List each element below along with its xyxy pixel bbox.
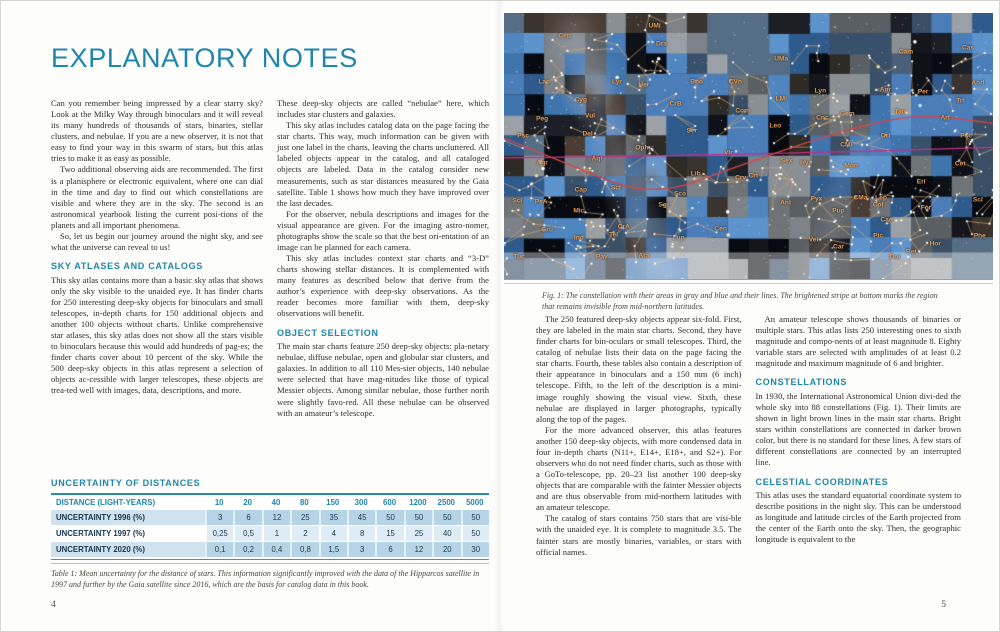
table-row [51, 510, 489, 526]
constellation-label: CrB [669, 100, 682, 108]
column-header: 1200 [404, 493, 432, 510]
value-cell: 0,5 [233, 526, 261, 542]
constellation-label: Psc [960, 132, 972, 140]
constellation-label: Lib [690, 170, 701, 178]
page-title: EXPLANATORY NOTES [51, 43, 358, 73]
column-header: 20 [233, 493, 261, 510]
constellation-label: Lep [875, 194, 887, 202]
body-paragraph: So, let us begin our journey around the night sky, and see what the universe can reveal to us! [51, 230, 263, 253]
constellation-label: CMa [853, 194, 868, 202]
row-label: UNCERTAINTY 2020 (%) [51, 542, 205, 558]
constellation-label: Crt [748, 172, 759, 180]
value-cell: 15 [375, 526, 403, 542]
constellation-label: Ara [638, 252, 650, 260]
section-heading: OBJECT SELECTION [277, 327, 379, 338]
constellation-label: Ari [940, 114, 950, 122]
constellation-label: Ori [880, 132, 891, 140]
constellation-label: Per [917, 88, 929, 96]
table-caption: Table 1: Mean uncertainty for the distance of stars. This information significantly improved with the data of the Hipparcos satellite in 1997 and further by the Gaia satellite since 2016, which are the basis for catalog data in this book. [51, 569, 480, 589]
value-cell: 8 [347, 526, 375, 542]
page-number-left: 4 [51, 600, 56, 610]
constellation-label: Cyg [574, 96, 587, 104]
constellation-label: Ant [780, 199, 792, 207]
value-cell: 0,4 [262, 542, 290, 558]
value-cell: 40 [432, 526, 460, 542]
constellation-label: PsA [534, 198, 548, 206]
star-chart-canvas [504, 13, 993, 279]
body-paragraph: This sky atlas includes context star charts and “3-D” charts showing stellar distances. It is complemented with many features as described below that derive from the author’s experience with deep-sky observations. As the reader becomes more familiar with them, deep-sky observations will benefit. [277, 253, 489, 319]
table-section-title: UNCERTAINTY OF DISTANCES [51, 478, 201, 488]
constellation-label: Scl [512, 197, 523, 205]
value-cell: 45 [347, 510, 375, 526]
right-columns [536, 314, 961, 558]
column-header: DISTANCE (LIGHT-YEARS) [51, 493, 205, 510]
figure [504, 13, 993, 312]
table-end-rule [51, 559, 489, 564]
constellation-label: Del [582, 130, 593, 138]
constellation-label: LMi [775, 95, 787, 103]
body-paragraph: This sky atlas contains more than a basic sky atlas that shows only the sky visible to the unaided eye. It has finder charts for 250 interesting deep-sky objects for binoculars and small telescopes, in-depth charts for 150 additional objects and another 100 objects without charts. Unlike comprehensive star atlases, this sky atlas does not show all the stars visible to binoculars because this would add hundreds of pag-es; the finder charts cover about 10 percent of the sky. While the 500 deep-sky objects in this atlas represent a selection of objects ac-cessible with larger telescopes, these objects are trea-ted well with images, data, descriptions, and more. [51, 274, 263, 396]
column-header: 80 [290, 493, 318, 510]
constellation-label: UMi [648, 22, 661, 30]
constellation-label: Gru [541, 226, 553, 234]
constellation-label: Sex [780, 157, 793, 165]
constellation-label: CVn [728, 78, 742, 86]
value-cell: 1,5 [319, 542, 347, 558]
constellation-label: Cnc [816, 114, 829, 122]
constellation-label: Gem [839, 110, 855, 118]
right-column-2 [756, 314, 962, 558]
star-chart [504, 13, 993, 279]
constellation-label: Crv [735, 174, 747, 182]
constellation-label: Scl [972, 196, 983, 204]
constellation-label: Sct [610, 184, 622, 192]
constellation-label: Peg [536, 115, 549, 123]
constellation-label: Cas [961, 44, 975, 52]
body-paragraph: The main star charts feature 250 deep-sky objects: pla-netary nebulae, diffuse nebulae, open and globular star clusters, and galaxies. In addition to all 110 Mes-sier objects, 140 nebulae were selected that have mag-nitudes like those of typical Messier objects. Among similar nebulae, those further north were slightly favo-red. All these nebulae can be observed with an amateur’s telescope. [277, 341, 489, 418]
body-paragraph: Can you remember being impressed by a clear starry sky? Look at the Milky Way through binoculars and it will reveal its many hundreds of thousands of stars, binaries, stellar clusters, and nebulae. If you are a new observer, it is not that easy to find your way in this swarm of stars, but this atlas tries to make it as easy as possible. [51, 98, 263, 164]
constellation-label: CMi [840, 141, 853, 149]
constellation-label: Ret [906, 248, 917, 256]
value-cell: 50 [461, 526, 489, 542]
constellation-label: Mon [844, 162, 858, 170]
constellation-label: Cap [574, 186, 587, 194]
table-row [51, 542, 489, 558]
column-header: 150 [319, 493, 347, 510]
constellation-label: Boo [690, 78, 704, 86]
value-cell: 50 [432, 510, 460, 526]
body-paragraph: The catalog of stars contains 750 stars that are visi-ble with the unaided eye. It is complete to magnitude 3.5. The fainter stars are mostly binaries, variables, or stars with official names. [536, 513, 742, 557]
constellation-label: UMa [774, 55, 789, 63]
constellation-label: Pup [832, 207, 845, 215]
column-header: 40 [262, 493, 290, 510]
constellation-label: Eri [916, 178, 926, 186]
left-column-2 [277, 98, 489, 419]
body-paragraph: This sky atlas includes catalog data on the page facing the star charts. This way, much information can be given with just one label in the charts, leaving the charts uncluttered. All labeled objects appear in the catalog, and all cataloged objects are labeled. Data in the catalog consider new measurements, such as star distances measured by the Gaia satellite. Table 1 shows how much they have improved over the last decades. [277, 120, 489, 208]
constellation-label: Mic [573, 207, 585, 215]
value-cell: 3 [347, 542, 375, 558]
constellation-label: Pav [595, 253, 608, 261]
constellation-label: Leo [769, 122, 782, 130]
constellation-label: Lyn [814, 87, 827, 95]
table-section [51, 478, 489, 599]
column-header: 5000 [461, 493, 489, 510]
body-paragraph: For the observer, nebula descriptions and images for the visual appearance are given. For the imaging astro-nomer, photographs show the scale so that the best ori-entation of an image can be planned for each camera. [277, 208, 489, 253]
value-cell: 3 [205, 510, 233, 526]
constellation-label: Lup [672, 234, 685, 241]
constellation-label: Lac [538, 78, 550, 86]
constellation-label: Vel [808, 236, 819, 244]
value-cell: 6 [233, 510, 261, 526]
constellation-label: Vir [724, 149, 733, 157]
body-paragraph: In 1930, the International Astronomical Union divi-ded the whole sky into 88 constellations (Fig. 1). Their limits are shown in light brown lines in the main star charts. Bright stars within constellations are connected in darker brown color, but there is no standard for these lines. A few stars of different constellations are connected by an interrupted line. [755, 391, 961, 468]
constellation-label: Cae [880, 216, 893, 224]
constellation-label: Sgr [658, 201, 670, 209]
section-heading: SKY ATLASES AND CATALOGS [51, 261, 203, 272]
value-cell: 50 [375, 510, 403, 526]
value-cell: 4 [319, 526, 347, 542]
body-paragraph: Two additional observing aids are recommended. The first is a planisphere or electronic equivalent, where one can dial in the time and day to find out which constellations are visible and where they are in the sky. The second is an astronomical yearbook listing the current posi-tions of the planets and all important phenomena. [51, 164, 263, 230]
constellation-label: Cam [898, 48, 914, 56]
value-cell: 35 [319, 510, 347, 526]
row-label: UNCERTAINTY 1996 (%) [51, 510, 205, 526]
constellation-label: Aqr [536, 159, 548, 167]
value-cell: 50 [461, 510, 489, 526]
value-cell: 30 [461, 542, 489, 558]
section-heading: CONSTELLATIONS [755, 377, 848, 388]
constellation-label: Car [832, 243, 844, 251]
constellation-label: Cet [954, 160, 966, 168]
value-cell: 20 [432, 542, 460, 558]
section-heading: CELESTIAL COORDINATES [755, 476, 889, 487]
constellation-label: Tau [894, 108, 906, 116]
constellation-label: Ind [573, 234, 584, 241]
constellation-label: Pyx [810, 195, 823, 203]
body-paragraph: This atlas uses the standard equatorial coordinate system to describe positions in the night sky. This can be understood as longitude and latitude circles of the Earth projected from the center of the Earth onto the sky. Then, the geographic longitude is equivalent to the [755, 490, 961, 545]
right-column-1 [536, 314, 742, 558]
column-header: 600 [375, 493, 403, 510]
column-header: 300 [347, 493, 375, 510]
constellation-label: Psc [517, 132, 529, 140]
constellation-label: Aql [591, 155, 603, 163]
value-cell: 12 [262, 510, 290, 526]
body-paragraph: An amateur telescope shows thousands of binaries or multiple stars. This atlas lists 250 interesting ones to sixth magnitude and compo-nents of at least magnitude 8. Eighty variable stars are selected with amplitudes of at least 0.2 magnitude and maximum magnitude of 6 and brighter. [755, 314, 961, 369]
body-paragraph: The 250 featured deep-sky objects appear six-fold. First, they are labeled in the main star charts. Second, they have finder charts for bin-oculars or small telescopes. Third, the catalog of nebulae lists their data on the page facing the star charts. Fourth, these tables also contain a description of their appearance in binoculars and a 150 mm (6 inch) telescope. Fifth, to the left of the description is a mini-image roughly showing the visual view. Sixth, these nebulae are displayed in larger photographs, typically along the top of the pages. [536, 314, 742, 424]
constellation-label: Cep [558, 32, 571, 40]
constellation-label: Dra [655, 40, 667, 48]
row-label: UNCERTAINTY 1997 (%) [51, 526, 205, 542]
table-row [51, 526, 489, 542]
left-column-1 [51, 98, 263, 419]
constellation-label: Lyr [611, 78, 622, 86]
left-columns [51, 98, 489, 419]
value-cell: 12 [404, 542, 432, 558]
constellation-label: Her [638, 81, 650, 89]
value-cell: 50 [404, 510, 432, 526]
page-left [1, 1, 498, 632]
value-cell: 0,1 [205, 542, 233, 558]
constellation-label: For [920, 204, 932, 212]
value-cell: 0,25 [205, 526, 233, 542]
constellation-label: Pic [873, 232, 884, 240]
value-cell: 1 [262, 526, 290, 542]
column-header: 2500 [432, 493, 460, 510]
page-number-right: 5 [941, 600, 946, 610]
distances-table [51, 493, 489, 558]
value-cell: 25 [290, 510, 318, 526]
constellation-label: Ser [686, 127, 698, 135]
constellation-label: Col [872, 201, 884, 209]
constellation-label: Phe [973, 232, 986, 240]
constellation-label: Com [735, 107, 750, 115]
constellation-label: CrA [617, 223, 630, 231]
value-cell: 0,2 [233, 542, 261, 558]
constellation-label: Oph [635, 144, 649, 152]
constellation-label: Tri [956, 97, 965, 105]
value-cell: 0,8 [290, 542, 318, 558]
constellation-label: And [971, 79, 985, 87]
column-header: 10 [205, 493, 233, 510]
constellation-label: Hor [929, 240, 941, 248]
constellation-label: Hya [800, 159, 813, 167]
constellation-label: Aur [879, 86, 892, 94]
value-cell: 2 [290, 526, 318, 542]
figure-caption: Fig. 1: The constellation with their areas in gray and blue and their lines. The brightened stripe at bottom marks the region that remains invisible from mid-northern latitudes. [542, 291, 938, 312]
body-paragraph: For the more advanced observer, this atlas features another 150 deep-sky objects, with more condensed data in four in-depth charts (N11+, E14+, E18+, and S2+). For observers who do not need finder charts, such as those with a GoTo-telescope, pp. 20–23 list another 100 deep-sky objects that are comparable with the fainter Messier objects and are thus observable from mid-northern latitudes with an amateur telescope. [536, 424, 742, 513]
constellation-label: Vul [585, 112, 596, 120]
constellation-label: Tel [609, 231, 619, 239]
body-paragraph: These deep-sky objects are called “nebulae” here, which includes star clusters and galaxies. [277, 98, 489, 120]
constellation-label: Sco [673, 190, 687, 198]
constellation-label: Cen [714, 225, 727, 233]
page-right [498, 1, 1000, 632]
value-cell: 25 [404, 526, 432, 542]
constellation-label: Dor [889, 253, 901, 261]
constellation-label: Tuc [513, 253, 525, 261]
figure-bottom-rule [504, 279, 993, 284]
value-cell: 6 [375, 542, 403, 558]
